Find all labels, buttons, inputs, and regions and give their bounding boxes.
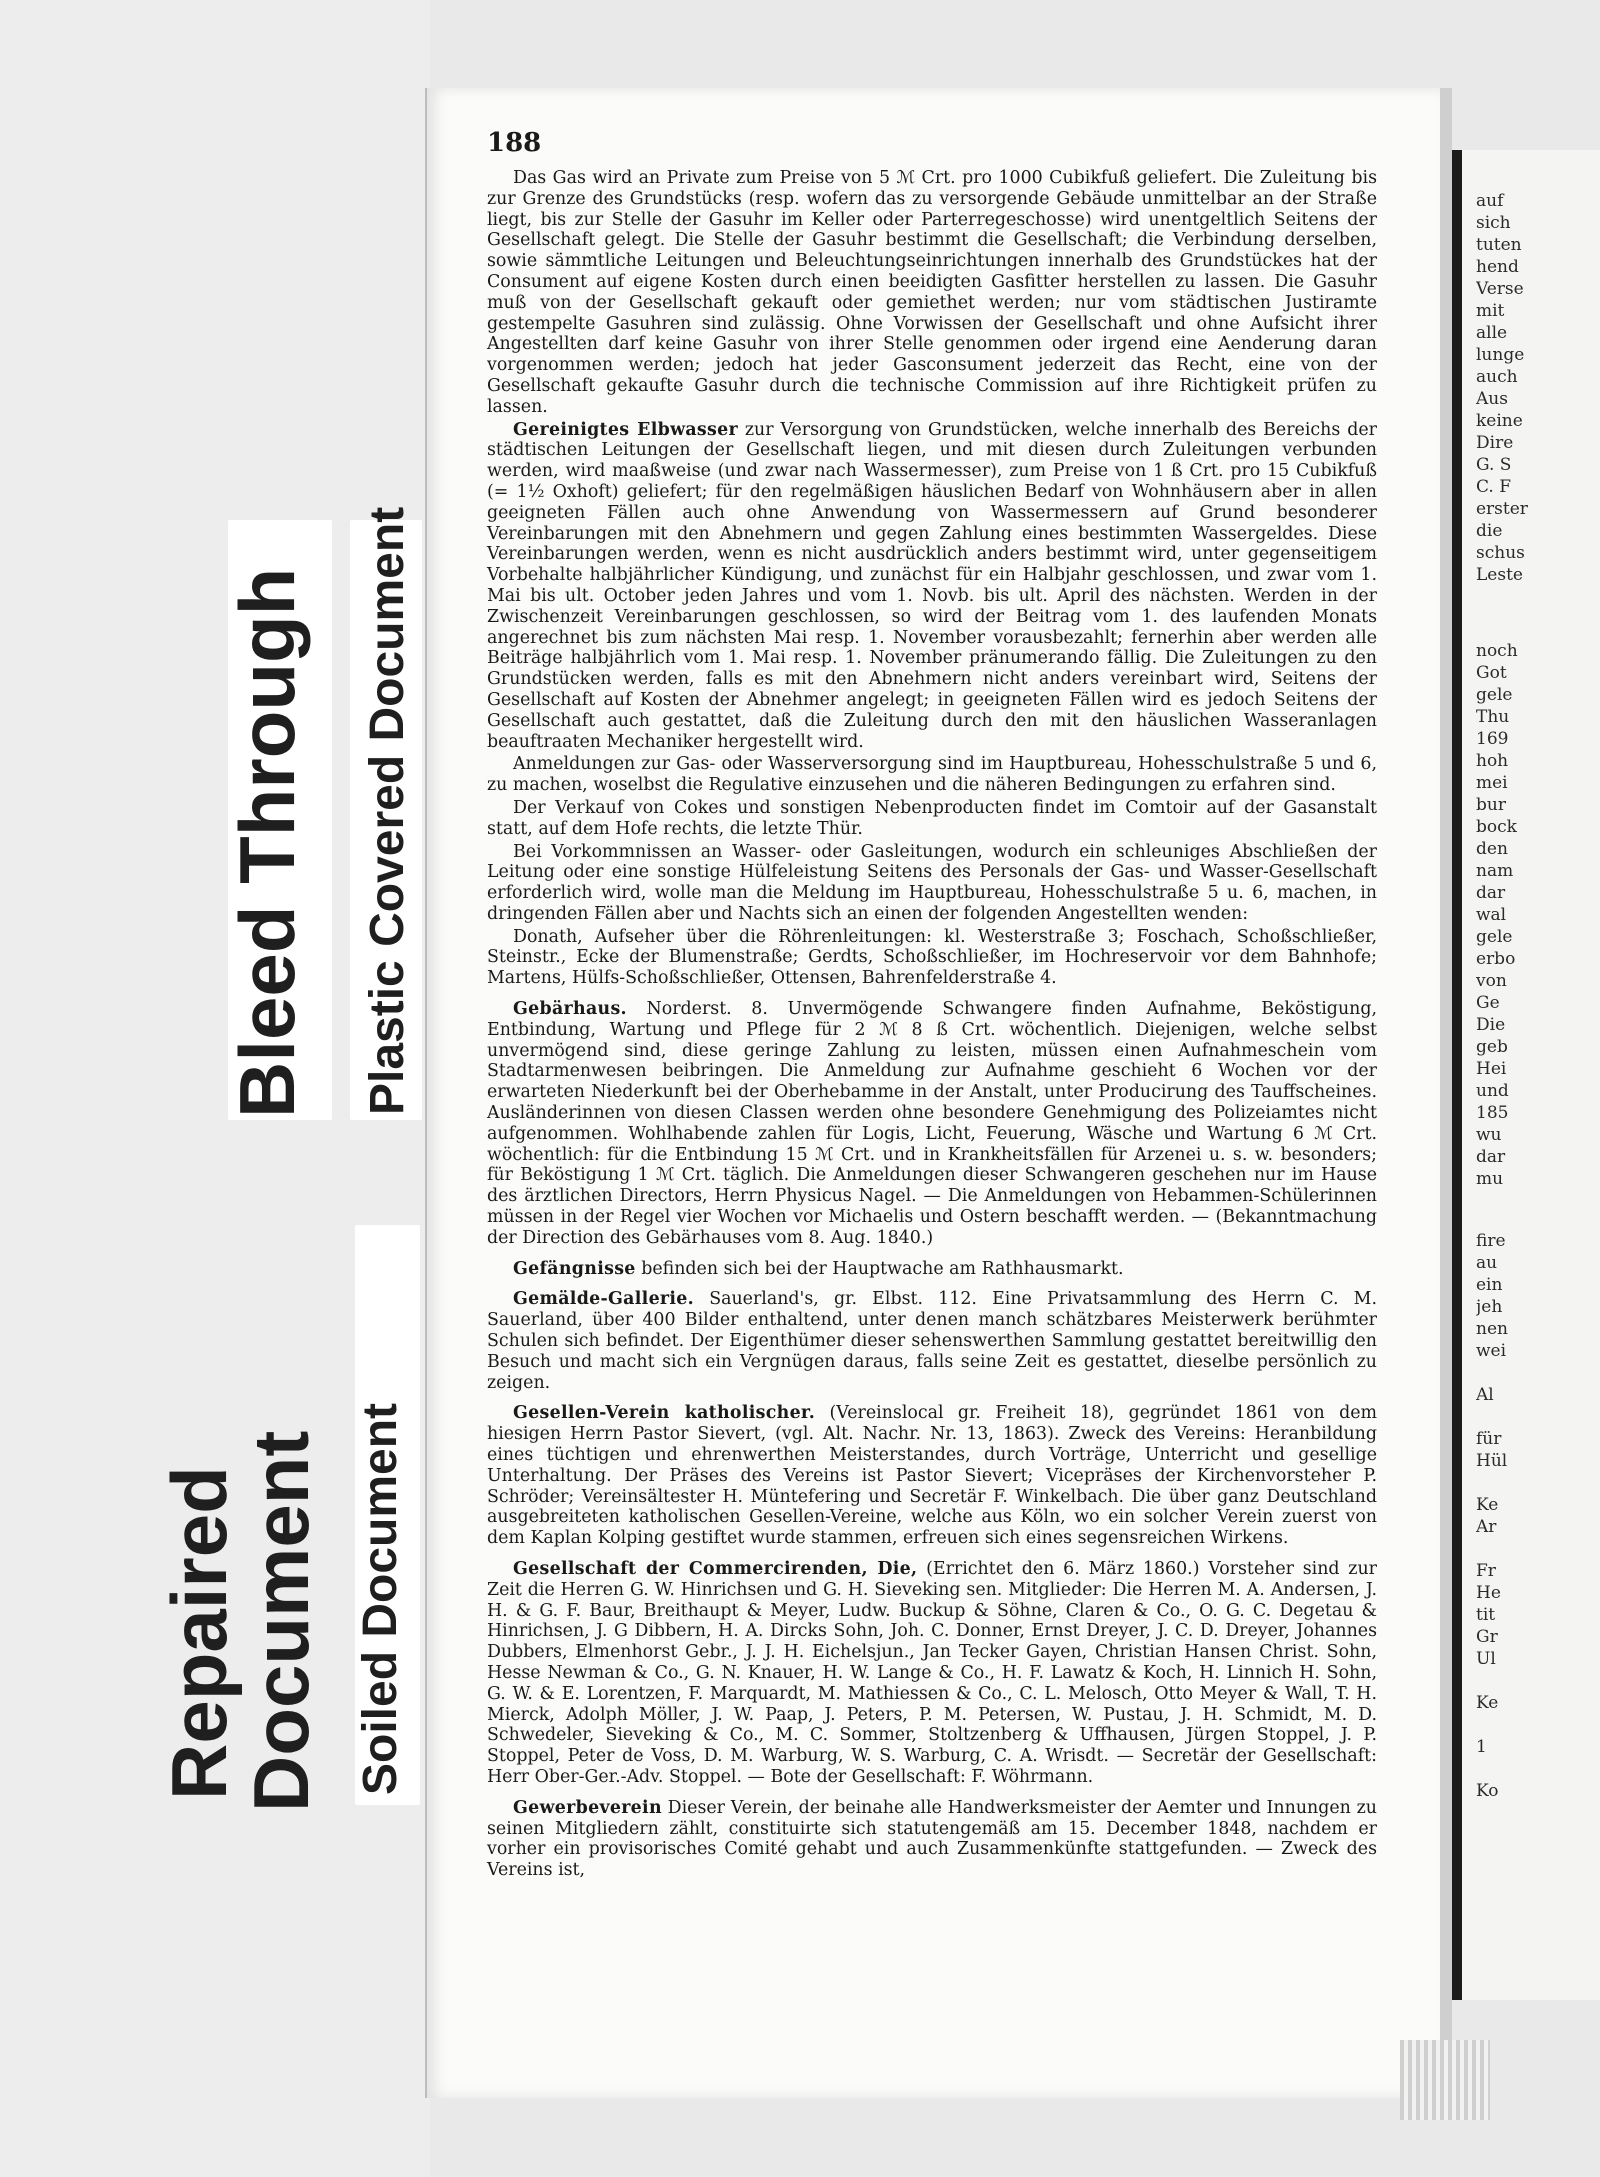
fragment-line: fire [1476, 1231, 1506, 1251]
fragment-line: 1 [1476, 1737, 1487, 1757]
fragment-line: erster [1476, 499, 1528, 519]
fragment-line: keine [1476, 411, 1523, 431]
fragment-line: sich [1476, 213, 1511, 233]
fragment-line: Leste [1476, 565, 1523, 585]
fragment-line: He [1476, 1583, 1501, 1603]
fragment-line: auch [1476, 367, 1518, 387]
fragment-line: Ke [1476, 1693, 1499, 1713]
entry-gewerbeverein: Gewerbeverein Dieser Verein, der beinahe alle Handwerksmeister der Aemter und Innungen zu seinen Mitgliedern zählt, constituirte sich statutengemäß am 15. December 1848, nachdem er vorher ein provisorisches Comité gehabt und auch Zusammenkünfte stattgefunden. — Zweck des Vereins ist, [487, 1797, 1377, 1881]
fragment-line: Thu [1476, 707, 1510, 727]
scanned-page [425, 88, 1442, 2098]
fragment-line: 185 [1476, 1103, 1509, 1123]
label-bleed-through: Bleed Through [223, 567, 311, 1118]
section-gap [487, 1281, 1377, 1289]
fragment-line: au [1476, 1253, 1498, 1273]
label-repaired-document: Document [237, 1430, 325, 1812]
fragment-line: Ul [1476, 1649, 1496, 1669]
fragment-line [1476, 1406, 1600, 1428]
fragment-line: C. F [1476, 477, 1512, 497]
fragment-line: tuten [1476, 235, 1522, 255]
fragment-line: Hei [1476, 1059, 1507, 1079]
label-repaired: Repaired [155, 1466, 243, 1800]
fragment-line [1476, 1714, 1600, 1736]
fragment-line: wal [1476, 905, 1507, 925]
fragment-line [1476, 1362, 1600, 1384]
fragment-line: Ko [1476, 1781, 1499, 1801]
fragment-line: von [1476, 971, 1507, 991]
entry-gesellen-verein: Gesellen-Verein katholischer. (Vereinslocal gr. Freiheit 18), gegründet 1861 von dem hiesigen Herrn Pastor Sievert, (vgl. Alt. Nachr. Nr. 13, 1863). Zweck des Vereins: Heranbildung eines tüchtigen und ehrenwerthen Meisterstandes, durch Vorträge, Unterricht und gesellige Unterhaltung. Der Präses des Vereins ist Pastor Sievert; Vicepräses der Kirchenvorsteher P. Schröder; Vereinsältester H. Müntefering und Secretär F. Winkelbach. Die über ganz Deutschland ausgebreiteten katholischen Gesellen-Vereine, welche aus Köln, wo ein solcher Verein zuerst von dem Kaplan Kolping gestiftet wurde stammen, erfreuen sich eines segensreichen Wirkens. [487, 1403, 1377, 1549]
fragment-line: nen [1476, 1319, 1508, 1339]
fragment-line: Hül [1476, 1451, 1508, 1471]
fragment-line: Ge [1476, 993, 1500, 1013]
page-number: 188 [487, 128, 542, 158]
fragment-line [1476, 1472, 1600, 1494]
entry-cokes: Der Verkauf von Cokes und sonstigen Nebenproducten findet im Comtoir auf der Gasanstalt statt, auf dem Hofe rechts, die letzte Thür. [487, 797, 1377, 839]
fragment-line: gele [1476, 927, 1513, 947]
fragment-line: mei [1476, 773, 1508, 793]
fragment-line: Ar [1476, 1517, 1497, 1537]
fragment-line: auf [1476, 191, 1504, 211]
fragment-line: 169 [1476, 729, 1509, 749]
fragment-line: Gr [1476, 1627, 1498, 1647]
entry-gefaengnisse: Gefängnisse befinden sich bei der Hauptwache am Rathhausmarkt. [513, 1258, 1124, 1279]
fragment-block-3 [1476, 1230, 1600, 1802]
adjacent-page-fragment [1452, 150, 1600, 2000]
fragment-line: Aus [1476, 389, 1508, 409]
fragment-line: dar [1476, 1147, 1506, 1167]
fragment-line: Fr [1476, 1561, 1496, 1581]
fragment-line: schus [1476, 543, 1525, 563]
fragment-line [1476, 1538, 1600, 1560]
fragment-line: Al [1476, 1385, 1494, 1405]
fragment-line: Die [1476, 1015, 1506, 1035]
fragment-line: bur [1476, 795, 1506, 815]
page-content [487, 128, 1377, 1883]
document-condition-labels [0, 0, 430, 2177]
entry-gebaerhaus: Gebärhaus. Norderst. 8. Unvermögende Schwangere finden Aufnahme, Beköstigung, Entbindung, Wartung und Pflege für 2 ℳ 8 ß Crt. wöchentlich. Diejenigen, welche selbst unvermögend sind, diese geringe Zahlung zu leisten, müssen einen Aufnahmeschein vom Stadtarmenwesen beibringen. Die Anmeldung zur Aufnahme geschieht 6 Wochen vor der erwarteten Niederkunft bei der Oberhebamme in der Anstalt, unter Producirung des Tauffscheines. Ausländerinnen von diesen Classen werden ohne besondere Genehmigung des Polizeiamtes nicht aufgenommen. Wohlhabende zahlen für Logis, Licht, Feuerung, Wäsche und Wartung 6 ℳ Crt. wöchentlich: für die Entbindung 15 ℳ Crt. und in Krankheitsfällen für Arzenei u. s. w. besonders; für Beköstigung 1 ℳ Crt. täglich. Die Anmeldungen dieser Schwangeren geschehen nur im Hause des ärztlichen Directors, Herrn Physicus Nagel. — Die Anmeldungen von Hebammen-Schülerinnen müssen in der Regel vier Wochen vor Michaelis und Ostern beschafft werden. — (Bekanntmachung der Direction des Gebärhauses vom 8. Aug. 1840.) [487, 999, 1377, 1248]
fragment-line: Ke [1476, 1495, 1499, 1515]
fragment-block-1 [1476, 190, 1600, 586]
fragment-line: den [1476, 839, 1508, 859]
fragment-line: lunge [1476, 345, 1525, 365]
label-plastic-covered: Plastic Covered Document [361, 506, 414, 1115]
fragment-line: G. S [1476, 455, 1512, 475]
fragment-line: alle [1476, 323, 1508, 343]
entry-anmeldungen: Anmeldungen zur Gas- oder Wasserversorgung sind im Hauptbureau, Hohesschulstraße 5 und 6, zu machen, woselbst die Regulative einzusehen und die näheren Bedingungen zu erfahren sind. [487, 754, 1377, 796]
fragment-line: bock [1476, 817, 1517, 837]
fragment-line: Dire [1476, 433, 1514, 453]
label-soiled-document: Soiled Document [354, 1402, 407, 1795]
fragment-line: geb [1476, 1037, 1508, 1057]
fragment-line: und [1476, 1081, 1509, 1101]
entry-angestellte: Donath, Aufseher über die Röhrenleitungen: kl. Westerstraße 3; Foschach, Schoßschließer, Steinstr., Ecke der Blumenstraße; Gerdts, Schoßschließer, im Hochreservoir vor dem Bahnhofe; Martens, Hülfs-Schoßschließer, Ottensen, Bahrenfelderstraße 4. [487, 926, 1377, 989]
entry-commercirende: Gesellschaft der Commercirenden, Die, (Errichtet den 6. März 1860.) Vorsteher sind zur Zeit die Herren G. W. Hinrichsen und G. H. Sieveking sen. Mitglieder: Die Herren M. A. Andersen, J. H. & G. F. Baur, Breithaupt & Meyer, Ludw. Buckup & Söhne, Claren & Co., O. G. C. Degetau & Hinrichsen, J. G Dibbern, H. A. Dircks Sohn, Joh. C. Donner, Ernst Dreyer, J. C. D. Dreyer, Johannes Dubbers, Elmenhorst Gebr., J. J. H. Eichelsjun., Jan Tecker Gayen, Christian Hansen Christ. Sohn, Hesse Newman & Co., G. N. Knauer, H. W. Lange & Co., H. F. Lawatz & Koch, H. Linnich H. Sohn, G. W. & E. Lorentzen, F. Marquardt, M. Mathiessen & Co., C. L. Melosch, Otto Meyer & Wall, T. H. Mierck, Adolph Möller, J. W. Paap, J. Peters, P. M. Petersen, W. Pustau, J. H. Schmidt, M. D. Schwedeler, Sieveking & Co., M. C. Sommer, Stoltzenberg & Uffhausen, Jürgen Stoppel, J. P. Stoppel, Peter de Voss, D. M. Warburg, W. S. Warburg, C. A. Wrisdt. — Secretär der Gesellschaft: Herr Ober-Ger.-Adv. Stoppel. — Bote der Gesellschaft: F. Wöhrmann. [487, 1559, 1377, 1787]
fragment-line: noch [1476, 641, 1518, 661]
fragment-line: für [1476, 1429, 1502, 1449]
fragment-line: hend [1476, 257, 1519, 277]
section-gap [487, 1251, 1377, 1259]
fragment-line: Got [1476, 663, 1507, 683]
fragment-line: dar [1476, 883, 1506, 903]
fragment-line: ein [1476, 1275, 1503, 1295]
fragment-line [1476, 1670, 1600, 1692]
section-gap [487, 991, 1377, 999]
fragment-line: nam [1476, 861, 1514, 881]
fragment-line [1476, 1758, 1600, 1780]
binding-edge [1400, 2040, 1490, 2120]
fragment-line: die [1476, 521, 1503, 541]
section-gap [487, 1790, 1377, 1798]
entry-vorkommnisse: Bei Vorkommnissen an Wasser- oder Gasleitungen, wodurch ein schleuniges Abschließen der Leitung oder eine sonstige Hülfeleistung Seitens des Personals der Gas- und Wasser-Gesellschaft erforderlich wird, wolle man die Meldung im Hauptbureau, Hohesschulstraße 5 u. 6, machen, in dringenden Fällen aber und Nachts sich an einen der folgenden Angestellten wenden: [487, 841, 1377, 924]
fragment-line: tit [1476, 1605, 1496, 1625]
fragment-block-2 [1476, 640, 1600, 1190]
fragment-line: gele [1476, 685, 1513, 705]
section-gap [487, 1395, 1377, 1403]
fragment-line: jeh [1476, 1297, 1503, 1317]
entry-gas-pricing: Das Gas wird an Private zum Preise von 5 ℳ Crt. pro 1000 Cubikfuß geliefert. Die Zuleitung bis zur Grenze des Grundstücks (resp. wofern das zu versorgende Gebäude unmittelbar an der Straße liegt, bis zur Stelle der Gasuhr im Keller oder Parterregeschosse) wird unentgeltlich Seitens der Gesellschaft gelegt. Die Stelle der Gasuhr bestimmt die Gesellschaft; die Verbindung derselben, sowie sämmtliche Leitungen und Beleuchtungseinrichtungen innerhalb des Grundstückes hat der Consument auf eigene Kosten durch einen beeidigten Gasfitter herstellen zu lassen. Die Gasuhr muß von der Gesellschaft gekauft oder gemiethet werden; nur vom städtischen Justiramte gestempelte Gasuhren sind zulässig. Ohne Vorwissen der Gesellschaft und ohne Aufsicht ihrer Angestellten darf keine Gasuhr von ihrer Stelle genommen oder irgend eine Aenderung daran vorgenommen werden; jedoch hat jeder Gasconsument jederzeit das Recht, eine von der Gesellschaft gekaufte Gasuhr durch die technische Commission auf ihre Richtigkeit prüfen zu lassen. [487, 168, 1377, 417]
book-gutter [1440, 88, 1452, 2098]
entry-gemaelde-gallerie: Gemälde-Gallerie. Sauerland's, gr. Elbst. 112. Eine Privatsammlung des Herrn C. M. Sauerland, über 400 Bilder enthaltend, unter denen manch schätzbares Meisterwerk berühmter Schulen sich befindet. Der Eigenthümer dieser sehenswerthen Sammlung gestattet bereitwillig den Besuch und macht sich ein Vergnügen daraus, falls seine Zeit es gestattet, dieselbe persönlich zu zeigen. [487, 1289, 1377, 1393]
section-gap [487, 1551, 1377, 1559]
fragment-line: mit [1476, 301, 1505, 321]
fragment-line: mu [1476, 1169, 1504, 1189]
fragment-line: wei [1476, 1341, 1507, 1361]
fragment-line: erbo [1476, 949, 1516, 969]
entry-elbwasser: Gereinigtes Elbwasser zur Versorgung von Grundstücken, welche innerhalb des Bereichs der städtischen Leitungen der Gesellschaft liegen, und mit diesen durch Zuleitungen verbunden werden, wird maaßweise (und zwar nach Wassermesser), zum Preise von 1 ß Crt. pro 15 Cubikfuß (= 1½ Oxhoft) geliefert; für den regelmäßigen häuslichen Bedarf von Wohnhäusern aber in allen geeigneten Fällen auch ohne Anwendung von Wassermessern auf Grund besonderer Vereinbarungen mit den Abnehmern und gegen Zahlung eines bestimmten Wassergeldes. Diese Vereinbarungen werden, wenn es nicht ausdrücklich anders bestimmt wird, unter gegenseitigem Vorbehalte halbjährlicher Kündigung, und zunächst für ein Halbjahr geschlossen, und zwar vom 1. Mai bis ult. October jeden Jahres und vom 1. Novb. bis ult. April des nächsten. Werden in der Zwischenzeit Vereinbarungen geschlossen, so wird der Beitrag vom 1. des laufenden Monats angerechnet bis zum nächsten Mai resp. 1. November vorausbezahlt; fernerhin aber werden alle Beiträge halbjährlich vom 1. Mai resp. 1. November pränumerando fällig. Die Zuleitungen zu den Grundstücken werden, falls es mit den Abnehmern nicht anders vereinbart wird, Seitens der Gesellschaft auf Kosten der Abnehmer angelegt; in geeigneten Fällen wird es jedoch Seitens der Gesellschaft auch gestattet, daß die Zuleitung durch den mit den häuslichen Wasseranlagen beauftraaten Mechaniker hergestellt wird. [487, 419, 1377, 752]
fragment-line: Verse [1476, 279, 1524, 299]
fragment-line: hoh [1476, 751, 1509, 771]
fragment-line: wu [1476, 1125, 1502, 1145]
